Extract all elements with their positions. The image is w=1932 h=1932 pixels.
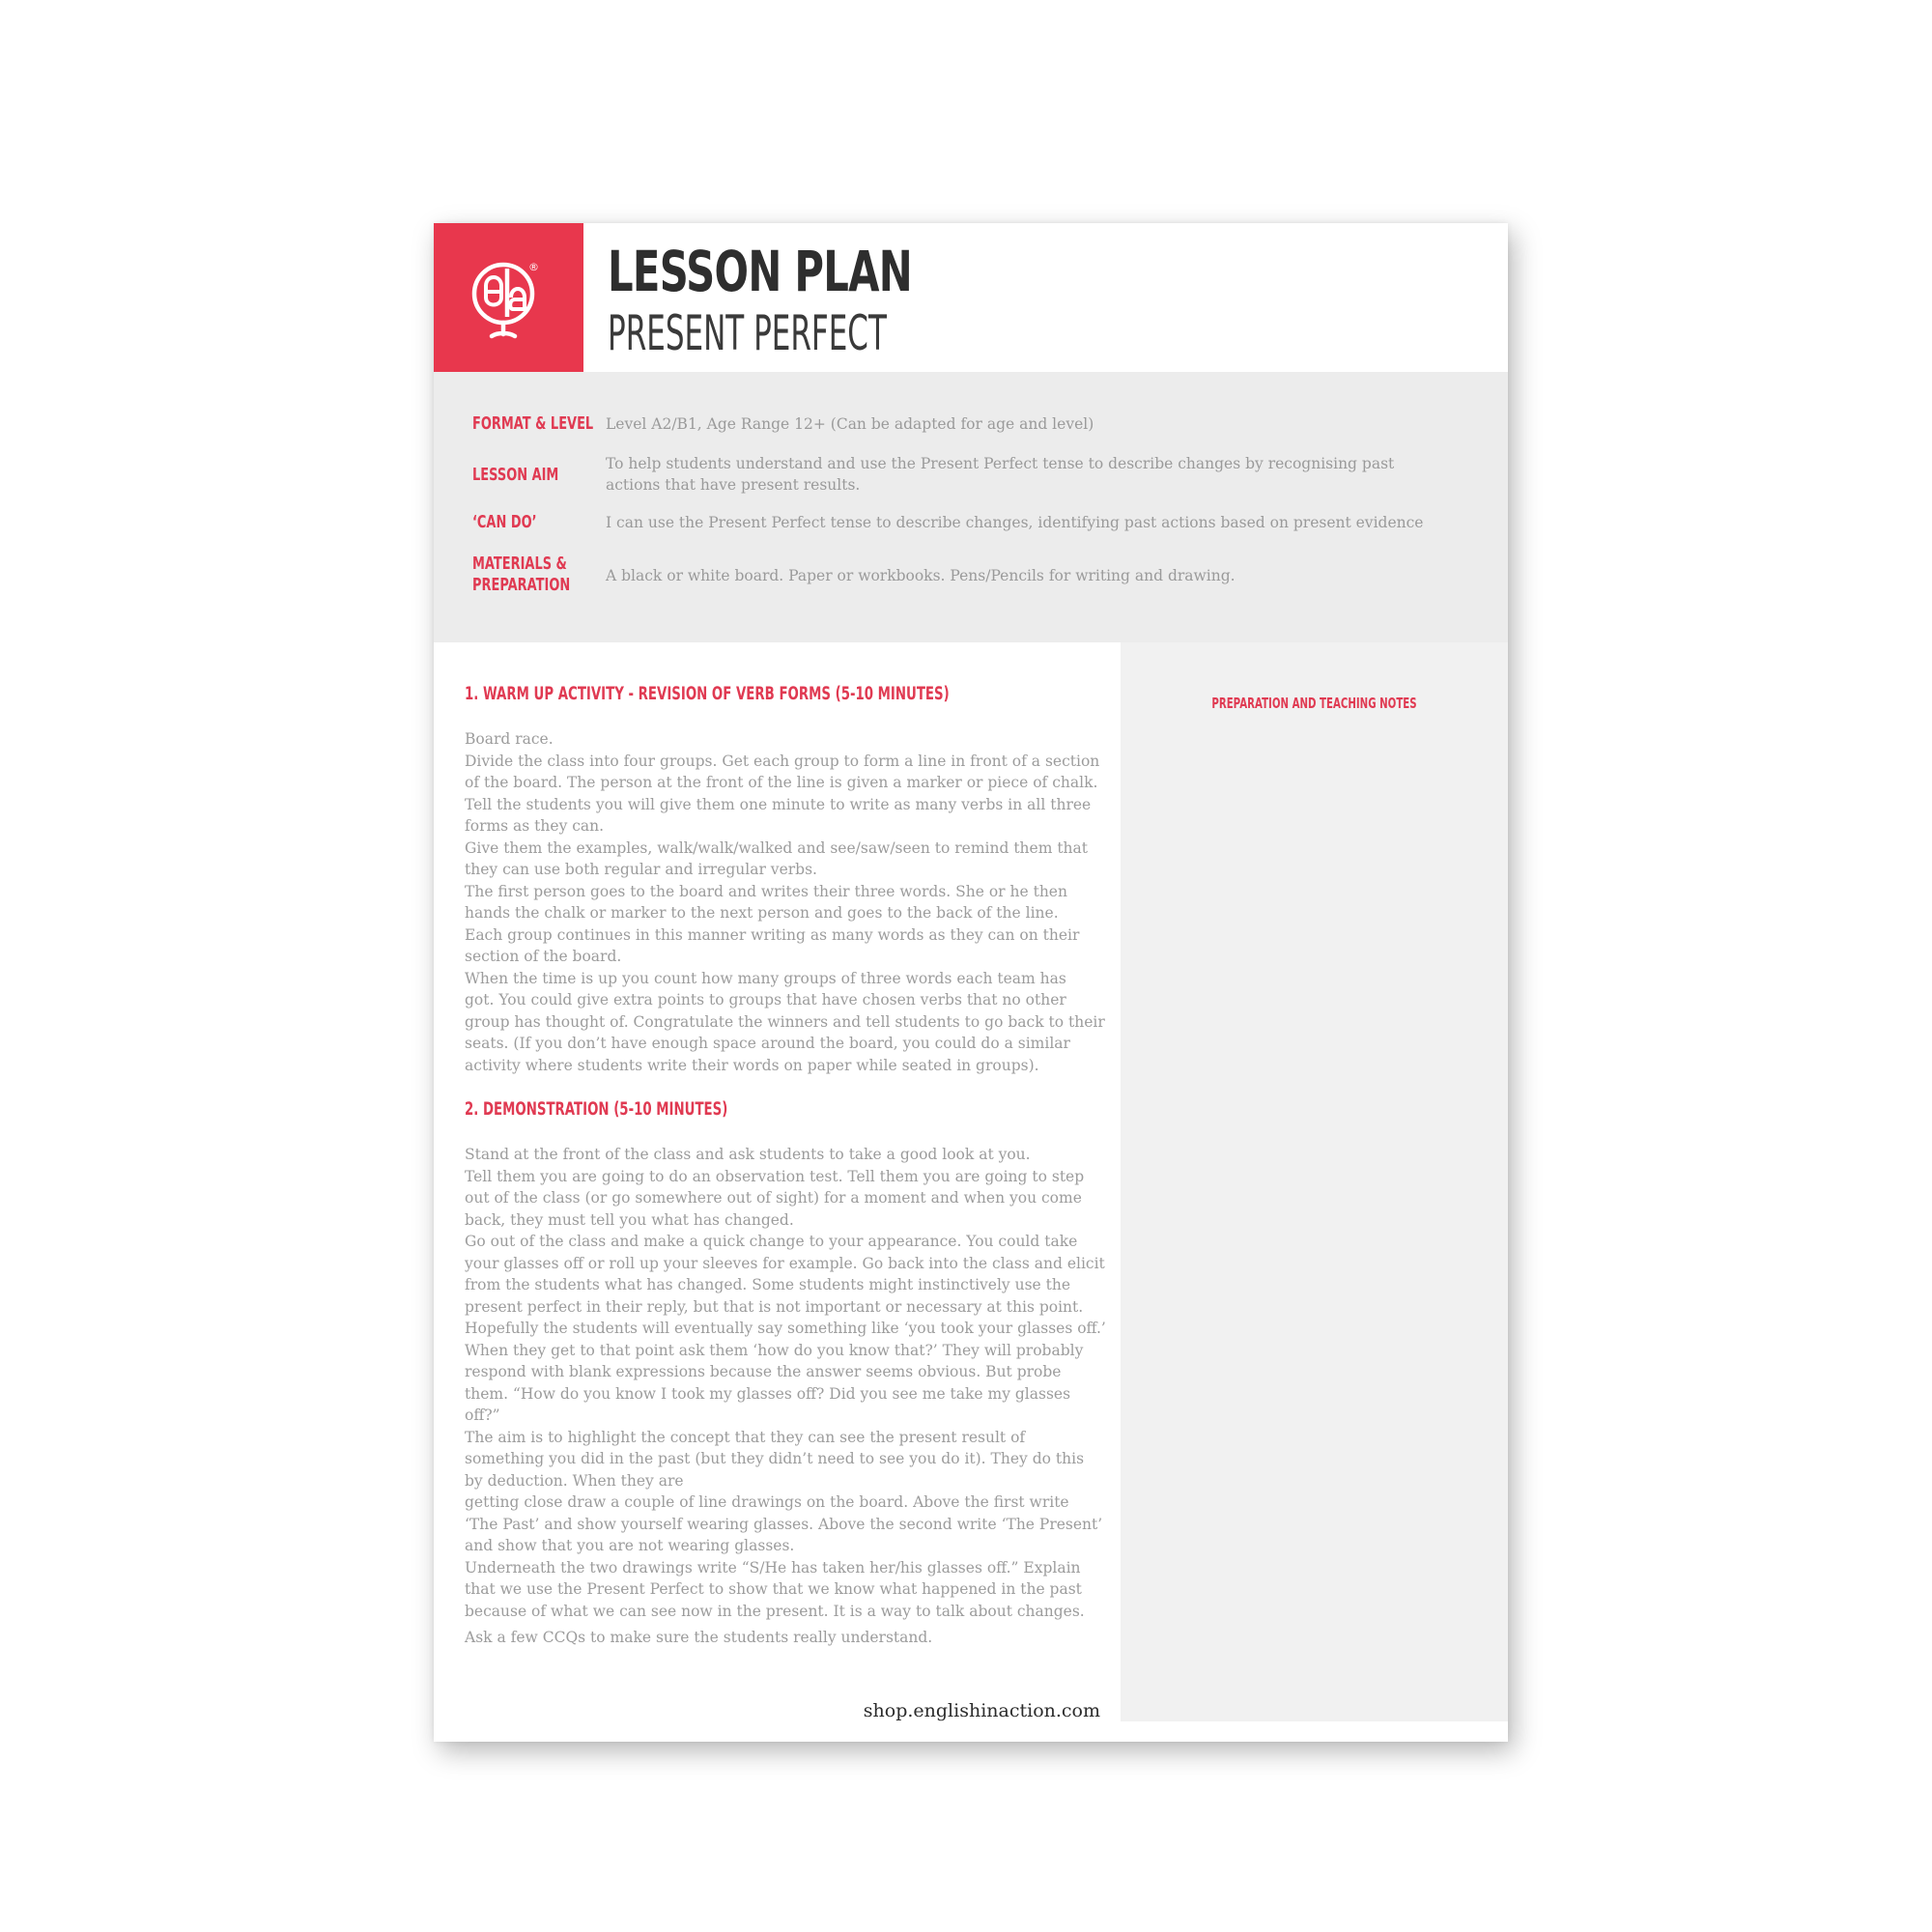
materials-value: A black or white board. Paper or workbooks. Pens/Pencils for writing and drawing.: [606, 567, 1236, 584]
body-line: ‘The Past’ and show yourself wearing glasses. Above the second write ‘The Present’: [465, 1515, 1103, 1533]
body-line: The aim is to highlight the concept that they can see the present result of: [465, 1428, 1026, 1446]
section-body-warmup: [465, 728, 1110, 1076]
cando-label: ‘CAN DO’: [472, 512, 537, 532]
lesson-plan-sheet: [434, 223, 1508, 1742]
format-value: Level A2/B1, Age Range 12+ (Can be adapted for age and level): [606, 415, 1094, 433]
body-line: hands the chalk or marker to the next person and goes to the back of the line.: [465, 904, 1059, 922]
body-line: of the board. The person at the front of the line is given a marker or piece of chalk.: [465, 774, 1098, 791]
registered-mark: ®: [528, 261, 539, 273]
body-line: Underneath the two drawings write “S/He has taken her/his glasses off.” Explain: [465, 1558, 1081, 1577]
aim-value: To help students understand and use the Present Perfect tense to describe changes by recognising past actions that have present results.: [606, 455, 1395, 494]
body-line: group has thought of. Congratulate the winners and tell students to go back to their: [465, 1012, 1105, 1031]
body-line: section of the board.: [465, 948, 622, 965]
closing-line: Ask a few CCQs to make sure the students really understand.: [465, 1629, 933, 1646]
teaching-notes-heading: PREPARATION AND TEACHING NOTES: [1211, 695, 1417, 712]
body-line: that we use the Present Perfect to show that we know what happened in the past: [465, 1580, 1082, 1598]
body-line: respond with blank expressions because the answer seems obvious. But probe: [465, 1363, 1062, 1380]
body-line: them. “How do you know I took my glasses off? Did you see me take my glasses: [465, 1384, 1071, 1403]
body-line: by deduction. When they are: [465, 1471, 684, 1490]
page-subtitle: PRESENT PERFECT: [608, 305, 887, 361]
body-line: Tell them you are going to do an observation test. Tell them you are going to step: [465, 1167, 1085, 1185]
body-line: from the students what has changed. Some students might instinctively use the: [465, 1276, 1071, 1293]
body-line: Divide the class into four groups. Get each group to form a line in front of a section: [465, 752, 1100, 770]
section-body-demonstration: [465, 1144, 1110, 1622]
cando-value: I can use the Present Perfect tense to describe changes, identifying past actions based on present evidence: [606, 514, 1424, 531]
globe-logo-icon: [465, 255, 554, 344]
footer-url: shop.englishinaction.com: [863, 1700, 1100, 1721]
body-line: they can use both regular and irregular verbs.: [465, 861, 817, 878]
body-line: getting close draw a couple of line drawings on the board. Above the first write: [465, 1493, 1069, 1511]
body-line: forms as they can.: [465, 817, 605, 835]
materials-label-line1: MATERIALS &: [472, 554, 567, 574]
body-line: Stand at the front of the class and ask students to take a good look at you.: [465, 1146, 1031, 1163]
format-label: FORMAT & LEVEL: [472, 413, 594, 434]
section-heading-demonstration: 2. DEMONSTRATION (5-10 MINUTES): [465, 1099, 728, 1120]
body-line: back, they must tell you what has changed.: [465, 1210, 794, 1229]
body-line: Each group continues in this manner writing as many words as they can on their: [465, 925, 1080, 944]
aim-label: LESSON AIM: [472, 465, 559, 485]
body-line: When they get to that point ask them ‘how do you know that?’ They will probably: [465, 1341, 1084, 1359]
body-line: Board race.: [465, 730, 554, 748]
body-line: When the time is up you count how many groups of three words each team has: [465, 969, 1066, 987]
page-title: LESSON PLAN: [608, 239, 912, 304]
brand-logo: [434, 223, 583, 372]
body-line: present perfect in their reply, but that is not important or necessary at this point.: [465, 1297, 1084, 1316]
teaching-notes-column: [1121, 642, 1508, 1721]
body-line: your glasses off or roll up your sleeves for example. Go back into the class and elicit: [465, 1254, 1105, 1272]
body-line: The first person goes to the board and writes their three words. She or he then: [465, 882, 1067, 900]
body-line: off?”: [465, 1406, 500, 1424]
body-line: because of what we can see now in the present. It is a way to talk about changes.: [465, 1602, 1085, 1620]
body-line: something you did in the past (but they didn’t need to see you do it). They do this: [465, 1450, 1085, 1467]
body-line: Go out of the class and make a quick change to your appearance. You could take: [465, 1233, 1078, 1250]
body-line: Tell the students you will give them one minute to write as many verbs in all three: [465, 795, 1092, 813]
materials-label-line2: PREPARATION: [472, 575, 571, 595]
body-line: activity where students write their words on paper while seated in groups).: [465, 1056, 1039, 1074]
body-line: Hopefully the students will eventually say something like ‘you took your glasses off.’: [465, 1320, 1106, 1337]
lesson-info-panel: [434, 372, 1508, 642]
body-line: Give them the examples, walk/walk/walked and see/saw/seen to remind them that: [465, 838, 1089, 857]
body-line: out of the class (or go somewhere out of sight) for a moment and when you come: [465, 1189, 1082, 1207]
section-heading-warmup: 1. WARM UP ACTIVITY - REVISION OF VERB FORMS (5-10 MINUTES): [465, 684, 950, 704]
body-line: got. You could give extra points to groups that have chosen verbs that no other: [465, 991, 1066, 1009]
body-line: and show that you are not wearing glasses.: [465, 1537, 795, 1554]
body-line: seats. (If you don’t have enough space around the board, you could do a similar: [465, 1035, 1070, 1052]
